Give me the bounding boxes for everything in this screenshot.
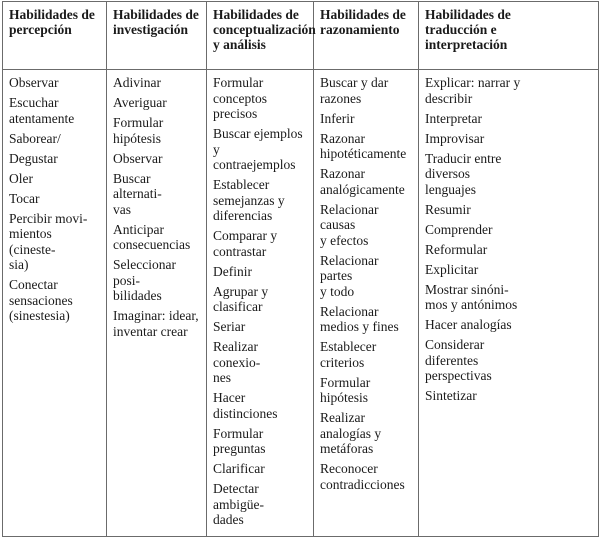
skill-item: Definir bbox=[213, 263, 252, 279]
column-percepcion bbox=[3, 70, 107, 537]
skill-item: Formular hipótesis bbox=[113, 115, 164, 146]
skill-item: Realizar analogías y metáforas bbox=[320, 410, 382, 456]
header-investigacion: Habilidades de investigación bbox=[107, 2, 207, 70]
skill-item: Comprender bbox=[425, 221, 493, 237]
skill-item: Explicar: narrar y describir bbox=[425, 75, 521, 106]
skill-item: Relacionar partes y todo bbox=[320, 252, 379, 299]
skill-item: Sintetizar bbox=[425, 388, 477, 403]
skill-item: Saborear/ bbox=[9, 130, 61, 146]
skill-item: Establecer criterios bbox=[320, 339, 377, 370]
skill-item: Hacer distinciones bbox=[213, 390, 278, 421]
skill-item: Resumir bbox=[425, 201, 471, 217]
skill-item: Reformular bbox=[425, 241, 488, 257]
skill-item: Conectar sensaciones (sinestesia) bbox=[9, 277, 73, 323]
column-conceptualizacion bbox=[207, 70, 314, 537]
skill-item: Reconocer contradicciones bbox=[320, 461, 405, 492]
skill-item: Establecer semejanzas y diferencias bbox=[213, 177, 285, 223]
skill-item: Buscar alternati- vas bbox=[113, 170, 162, 217]
skill-item: Agrupar y clasificar bbox=[213, 283, 269, 314]
header-row bbox=[3, 2, 599, 70]
body-row bbox=[3, 70, 599, 537]
skill-item: Hacer analogías bbox=[425, 317, 512, 332]
skill-item: Mostrar sinóni- mos y antónimos bbox=[425, 281, 518, 312]
skill-item: Relacionar causas y efectos bbox=[320, 201, 379, 248]
skill-item: Seriar bbox=[213, 319, 246, 334]
column-razonamiento bbox=[314, 70, 419, 537]
skill-item: Buscar y dar razones bbox=[320, 75, 389, 106]
skill-item: Imaginar: idear, inventar crear bbox=[113, 308, 199, 339]
skill-item: Traducir entre diversos lenguajes bbox=[425, 150, 502, 197]
skills-table bbox=[2, 1, 599, 537]
skill-item: Observar bbox=[113, 150, 163, 166]
header-razonamiento: Habilidades de razonamiento bbox=[314, 2, 419, 70]
skill-item: Considerar diferentes perspectivas bbox=[425, 337, 492, 383]
header-conceptualizacion: Habilidades de conceptualización y análisis bbox=[207, 2, 314, 70]
skill-item: Explicitar bbox=[425, 261, 479, 277]
skill-item: Degustar bbox=[9, 150, 58, 166]
skill-item: Oler bbox=[9, 170, 33, 186]
skill-item: Comparar y contrastar bbox=[213, 228, 278, 259]
skill-item: Inferir bbox=[320, 110, 355, 126]
column-investigacion bbox=[107, 70, 207, 537]
skill-item: Tocar bbox=[9, 190, 40, 206]
skill-item: Buscar ejemplos y contraejemplos bbox=[213, 126, 303, 172]
skill-item: Adivinar bbox=[113, 75, 161, 90]
skill-item: Realizar conexio- nes bbox=[213, 339, 261, 385]
skill-item: Interpretar bbox=[425, 110, 482, 126]
skill-item: Observar bbox=[9, 75, 59, 90]
header-traduccion: Habilidades de traducción e interpretación bbox=[419, 2, 599, 70]
skill-item: Razonar hipotéticamente bbox=[320, 130, 407, 161]
skill-item: Razonar analógicamente bbox=[320, 166, 405, 197]
header-percepcion: Habilidades de percepción bbox=[3, 2, 107, 70]
skill-item: Detectar ambigüe- dades bbox=[213, 481, 264, 527]
skill-item: Averiguar bbox=[113, 95, 167, 110]
skill-item: Escuchar atentamente bbox=[9, 95, 75, 126]
column-traduccion bbox=[419, 70, 599, 537]
skill-item: Improvisar bbox=[425, 130, 485, 146]
skill-item: Formular preguntas bbox=[213, 425, 266, 456]
skill-item: Clarificar bbox=[213, 461, 265, 476]
skill-item: Seleccionar posi- bilidades bbox=[113, 257, 176, 303]
skill-item: Formular hipótesis bbox=[320, 374, 371, 405]
skill-item: Formular conceptos precisos bbox=[213, 75, 267, 121]
skill-item: Relacionar medios y fines bbox=[320, 303, 399, 334]
skill-item: Percibir movi- mientos (cineste- sia) bbox=[9, 210, 88, 272]
skill-item: Anticipar consecuencias bbox=[113, 221, 191, 252]
